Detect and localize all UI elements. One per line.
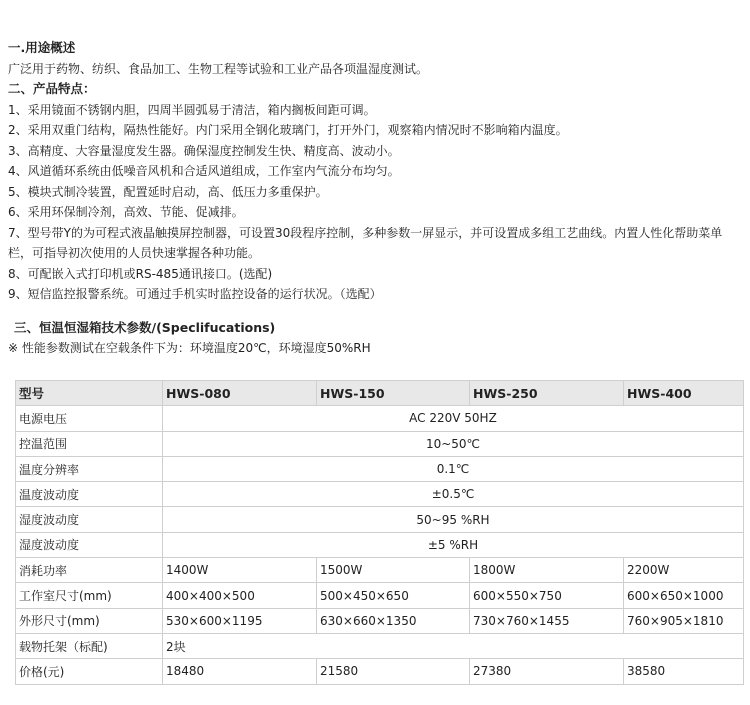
row-label: 温度分辨率 [16,456,163,481]
row-label: 外形尺寸(mm) [16,608,163,633]
row-label: 消耗功率 [16,558,163,583]
row-value: 500×450×650 [317,583,470,608]
table-row [16,532,744,557]
header-cell-hws-400: HWS-400 [624,381,744,406]
feature-item-8: 8、可配嵌入式打印机或RS-485通讯接口。(选配) [8,266,273,281]
row-label: 湿度波动度 [16,532,163,557]
header-cell-hws-150: HWS-150 [317,381,470,406]
row-label: 电源电压 [16,406,163,431]
row-value: 1800W [470,558,624,583]
row-value: 50~95 %RH [163,507,744,532]
header-cell-hws-080: HWS-080 [163,381,317,406]
row-value: 630×660×1350 [317,608,470,633]
feature-item-9: 9、短信监控报警系统。可通过手机实时监控设备的运行状况。（选配） [8,287,382,301]
table-row [16,608,744,633]
feature-item-2: 2、采用双重门结构，隔热性能好。内门采用全钢化玻璃门，打开外门，观察箱内情况时不影响箱内温度。 [8,123,568,137]
header-cell-model: 型号 [16,381,163,406]
row-value: ±5 %RH [163,532,744,557]
row-value: 1500W [317,558,470,583]
feature-item-3: 3、高精度、大容量湿度发生器。确保湿度控制发生快、精度高、波动小。 [8,143,400,158]
spec-table [15,380,744,685]
row-value: 730×760×1455 [470,608,624,633]
overview-title: 一.用途概述 [8,40,76,55]
row-label: 湿度波动度 [16,507,163,532]
row-value: ±0.5℃ [163,482,744,507]
table-row [16,431,744,456]
row-value: 38580 [624,659,744,684]
row-value: 0.1℃ [163,456,744,481]
feature-item-7: 7、型号带Y的为可程式液晶触摸屏控制器，可设置30段程序控制，多种参数一屏显示，并可设置成多组工艺曲线。内置人性化帮助菜单栏，可指导初次使用的人员快速掌握各种功能。 [8,225,723,260]
row-value: 2块 [163,633,744,658]
features-title: 二、产品特点： [8,81,96,96]
row-value: 760×905×1810 [624,608,744,633]
row-value: 1400W [163,558,317,583]
overview-text: 广泛用于药物、纺织、食品加工、生物工程等试验和工业产品各项温湿度测试。 [8,61,429,76]
table-row [16,633,744,658]
row-value: 2200W [624,558,744,583]
row-label: 价格(元) [16,659,163,684]
section-spacer [8,305,744,318]
row-label: 控温范围 [16,431,163,456]
row-label: 温度波动度 [16,482,163,507]
row-value: 10~50℃ [163,431,744,456]
feature-item-4: 4、风道循环系统由低噪音风机和合适风道组成，工作室内气流分布均匀。 [8,164,400,178]
row-value: 21580 [317,659,470,684]
table-row [16,456,744,481]
table-row [16,558,744,583]
row-label: 工作室尺寸(mm) [16,583,163,608]
feature-item-1: 1、采用镜面不锈钢内胆，四周半圆弧易于清洁，箱内搁板间距可调。 [8,102,376,117]
table-row [16,482,744,507]
spec-title: 三、恒温恒湿箱技术参数/(Speclifucations) [14,319,276,335]
table-row [16,507,744,532]
row-value: 27380 [470,659,624,684]
row-value: AC 220V 50HZ [163,406,744,431]
row-value: 18480 [163,659,317,684]
feature-list [8,100,744,305]
row-value: 600×650×1000 [624,583,744,608]
feature-item-5: 5、模块式制冷装置，配置延时启动，高、低压力多重保护。 [8,184,328,199]
table-row [16,406,744,431]
page-content [8,38,744,358]
row-label: 载物托架（标配) [16,633,163,658]
feature-item-6: 6、采用环保制冷剂，高效、节能、促减排。 [8,205,244,219]
row-value: 400×400×500 [163,583,317,608]
spec-header-row [16,381,744,406]
table-row [16,659,744,684]
row-value: 600×550×750 [470,583,624,608]
row-value: 530×600×1195 [163,608,317,633]
table-row [16,583,744,608]
spec-note: ※ 性能参数测试在空载条件下为：环境温度20℃，环境湿度50%RH [8,340,371,355]
header-cell-hws-250: HWS-250 [470,381,624,406]
